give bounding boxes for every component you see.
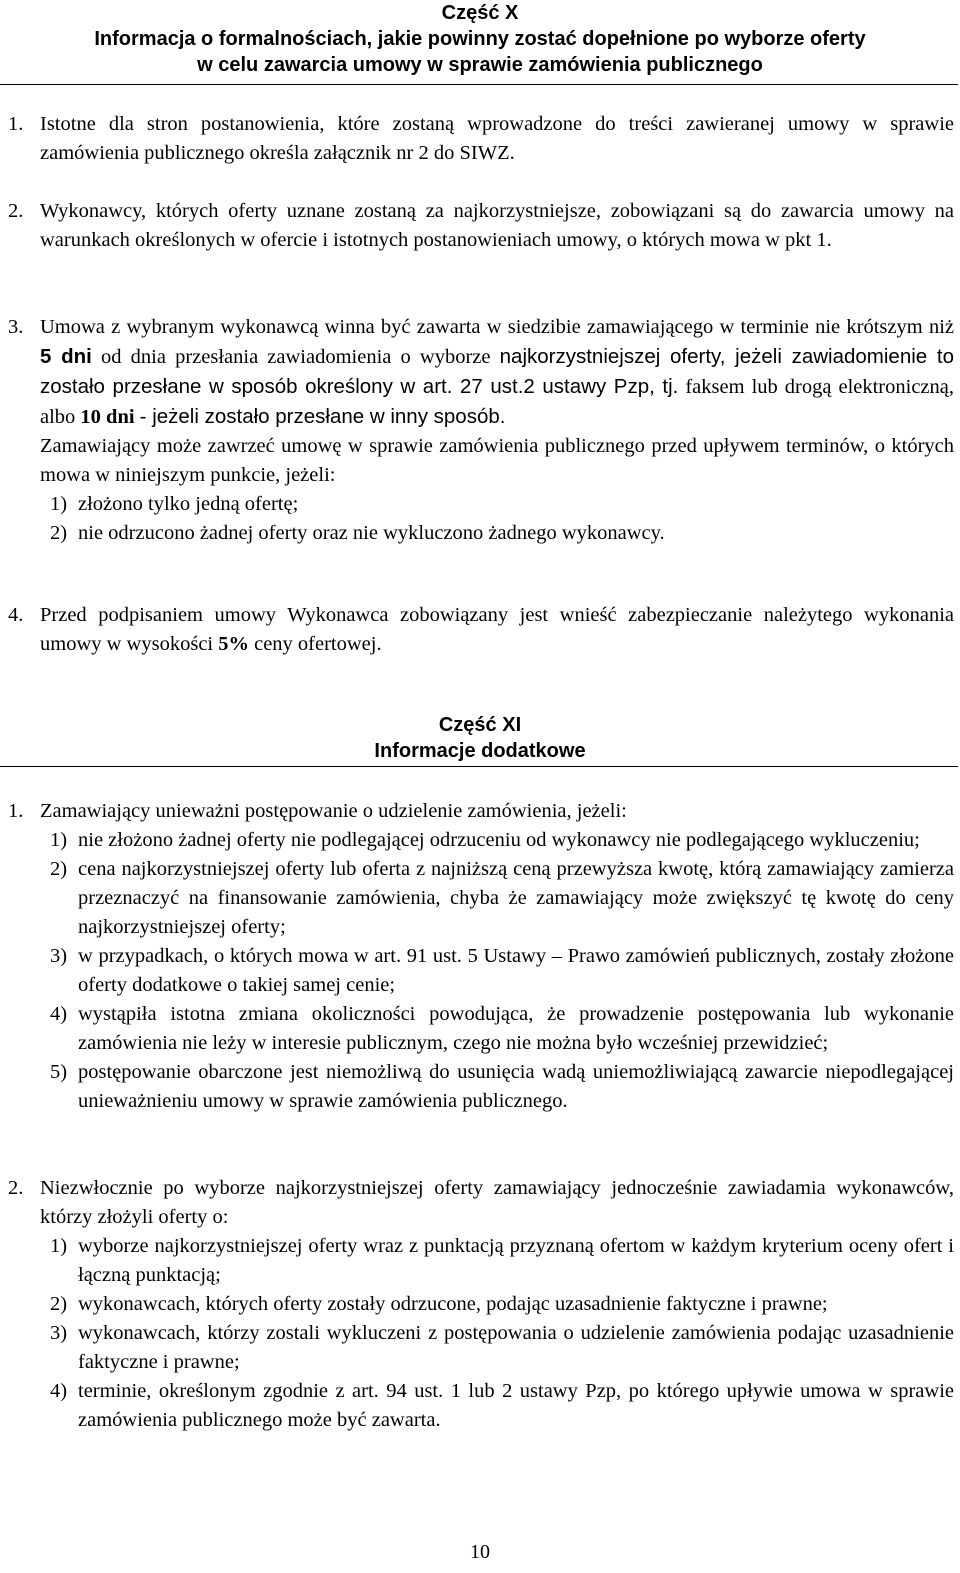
item-text-part: najkorzystniejszej oferty, jeżeli zawiadomienie to zostało przesłane w sposób określony w art. 27 ust.2 ustawy Pzp, tj.	[40, 345, 954, 398]
sub-item-text: wystąpiła istotna zmiana okoliczności powodująca, że prowadzenie postępowania lub wykonanie zamówienia nie leży w interesie publicznym, czego nie można było wcześniej przewidzieć;	[78, 1003, 954, 1054]
part10-item-4	[8, 601, 954, 659]
part10-item-2	[8, 197, 954, 255]
bold-percent: 5%	[218, 633, 249, 655]
sub-item-number: 4)	[50, 1380, 68, 1402]
sub-item-number: 1)	[50, 493, 68, 515]
sub-item	[40, 1377, 954, 1435]
sub-item	[40, 1058, 954, 1116]
item-text-part: Umowa z wybranym wykonawcą winna być zawarta w siedzibie zamawiającego w terminie nie krótszym niż	[40, 316, 954, 338]
item-number: 1.	[8, 800, 24, 822]
part11-heading	[0, 712, 960, 764]
sub-item-number: 3)	[50, 1322, 68, 1344]
bold-deadline: 5 dni	[40, 345, 92, 368]
part11-divider	[0, 766, 958, 767]
sub-item	[40, 1000, 954, 1058]
sub-item	[40, 1290, 954, 1319]
part10-divider	[0, 84, 958, 85]
item-text: Istotne dla stron postanowienia, które zostaną wprowadzone do treści zawieranej umowy w sprawie zamówienia publicznego określa załącznik nr 2 do SIWZ.	[40, 113, 954, 164]
part11-item-1	[8, 797, 954, 1116]
item-number: 3.	[8, 316, 24, 338]
item-text: Niezwłocznie po wyborze najkorzystniejszej oferty zamawiający jednocześnie zawiadamia wykonawców, którzy złożyli oferty o:	[40, 1177, 954, 1228]
sub-item-number: 4)	[50, 1003, 68, 1025]
sub-item	[40, 519, 954, 548]
sub-item-text: nie odrzucono żadnej oferty oraz nie wykluczono żadnego wykonawcy.	[78, 522, 665, 544]
sub-item-text: wykonawcach, których oferty zostały odrzucone, podając uzasadnienie faktyczne i prawne;	[78, 1293, 828, 1315]
item-number: 1.	[8, 113, 24, 135]
sub-item-text: wyborze najkorzystniejszej oferty wraz z punktacją przyznaną ofertom w każdym kryterium oceny ofert i łączną punktacją;	[78, 1235, 954, 1286]
sub-item	[40, 1232, 954, 1290]
sub-item-text: nie złożono żadnej oferty nie podlegającej odrzuceniu od wykonawcy nie podlegającego wykluczeniu;	[78, 829, 920, 851]
item-text-part: Przed podpisaniem umowy Wykonawca zobowiązany jest wnieść zabezpieczanie należytego wykonania umowy w wysokości	[40, 604, 954, 655]
item-text-part: od dnia przesłania zawiadomienia o wyborze	[101, 346, 491, 368]
sub-item	[40, 942, 954, 1000]
sub-item	[40, 826, 954, 855]
item-text-part: faksem lub drogą elektroniczną, albo	[40, 376, 954, 428]
part11-subtitle: Informacje dodatkowe	[374, 740, 586, 762]
item-number: 2.	[8, 1177, 24, 1199]
part10-title: Część X	[441, 2, 519, 24]
item-text-part: ceny ofertowej.	[254, 633, 382, 655]
item-number: 4.	[8, 604, 24, 626]
sub-item-text: cena najkorzystniejszej oferty lub oferta z najniższą ceną przewyższa kwotę, którą zamawiający zamierza przeznaczyć na finansowanie zamówienia, chyba że zamawiający może zwiększyć tę kwotę do ceny najkorzystniejszej oferty;	[78, 858, 954, 938]
sub-item	[40, 490, 954, 519]
item-text	[40, 601, 954, 659]
sub-item-text: terminie, określonym zgodnie z art. 94 ust. 1 lub 2 ustawy Pzp, po którego upływie umowa w sprawie zamówienia publicznego może być zawarta.	[78, 1380, 954, 1431]
sub-item-text: złożono tylko jedną ofertę;	[78, 493, 299, 515]
item-paragraph: Zamawiający może zawrzeć umowę w sprawie zamówienia publicznego przed upływem terminów, o których mowa w niniejszym punkcie, jeżeli:	[40, 435, 954, 486]
part10-heading	[0, 0, 960, 78]
part10-item-1	[8, 110, 954, 168]
item-text: Wykonawcy, których oferty uznane zostaną za najkorzystniejsze, zobowiązani są do zawarcia umowy na warunkach określonych w ofercie i istotnych postanowieniach umowy, o których mowa w pkt 1.	[40, 200, 954, 251]
item-text	[40, 313, 954, 432]
sub-item-text: w przypadkach, o których mowa w art. 91 ust. 5 Ustawy – Prawo zamówień publicznych, zostały złożone oferty dodatkowe o takiej samej cenie;	[78, 945, 954, 996]
page-number: 10	[470, 1541, 490, 1563]
sub-item-number: 1)	[50, 1235, 68, 1257]
item-number: 2.	[8, 200, 24, 222]
sub-item	[40, 1319, 954, 1377]
sub-item-text: wykonawcach, którzy zostali wykluczeni z postępowania o udzielenie zamówienia podając uzasadnienie faktyczne i prawne;	[78, 1322, 954, 1373]
item-text-part: - jeżeli zostało przesłane w inny sposób.	[139, 405, 506, 428]
part11-title: Część XI	[438, 714, 522, 736]
sub-item-number: 2)	[50, 858, 68, 880]
part10-subtitle-line1: Informacja o formalnościach, jakie powinny zostać dopełnione po wyborze oferty	[94, 28, 866, 50]
part10-subtitle-line2: w celu zawarcia umowy w sprawie zamówienia publicznego	[197, 54, 763, 76]
item-text: Zamawiający unieważni postępowanie o udzielenie zamówienia, jeżeli:	[40, 800, 627, 822]
bold-deadline: 10 dni	[80, 406, 135, 428]
sub-item-number: 2)	[50, 1293, 68, 1315]
sub-item-number: 2)	[50, 522, 68, 544]
sub-item	[40, 855, 954, 942]
part11-item-2	[8, 1174, 954, 1435]
sub-item-number: 3)	[50, 945, 68, 967]
sub-item-text: postępowanie obarczone jest niemożliwą do usunięcia wadą uniemożliwiającą zawarcie niepodlegającej unieważnieniu umowy w sprawie zamówienia publicznego.	[78, 1061, 954, 1112]
part10-item-3	[8, 313, 954, 548]
sub-item-number: 5)	[50, 1061, 68, 1083]
sub-item-number: 1)	[50, 829, 68, 851]
